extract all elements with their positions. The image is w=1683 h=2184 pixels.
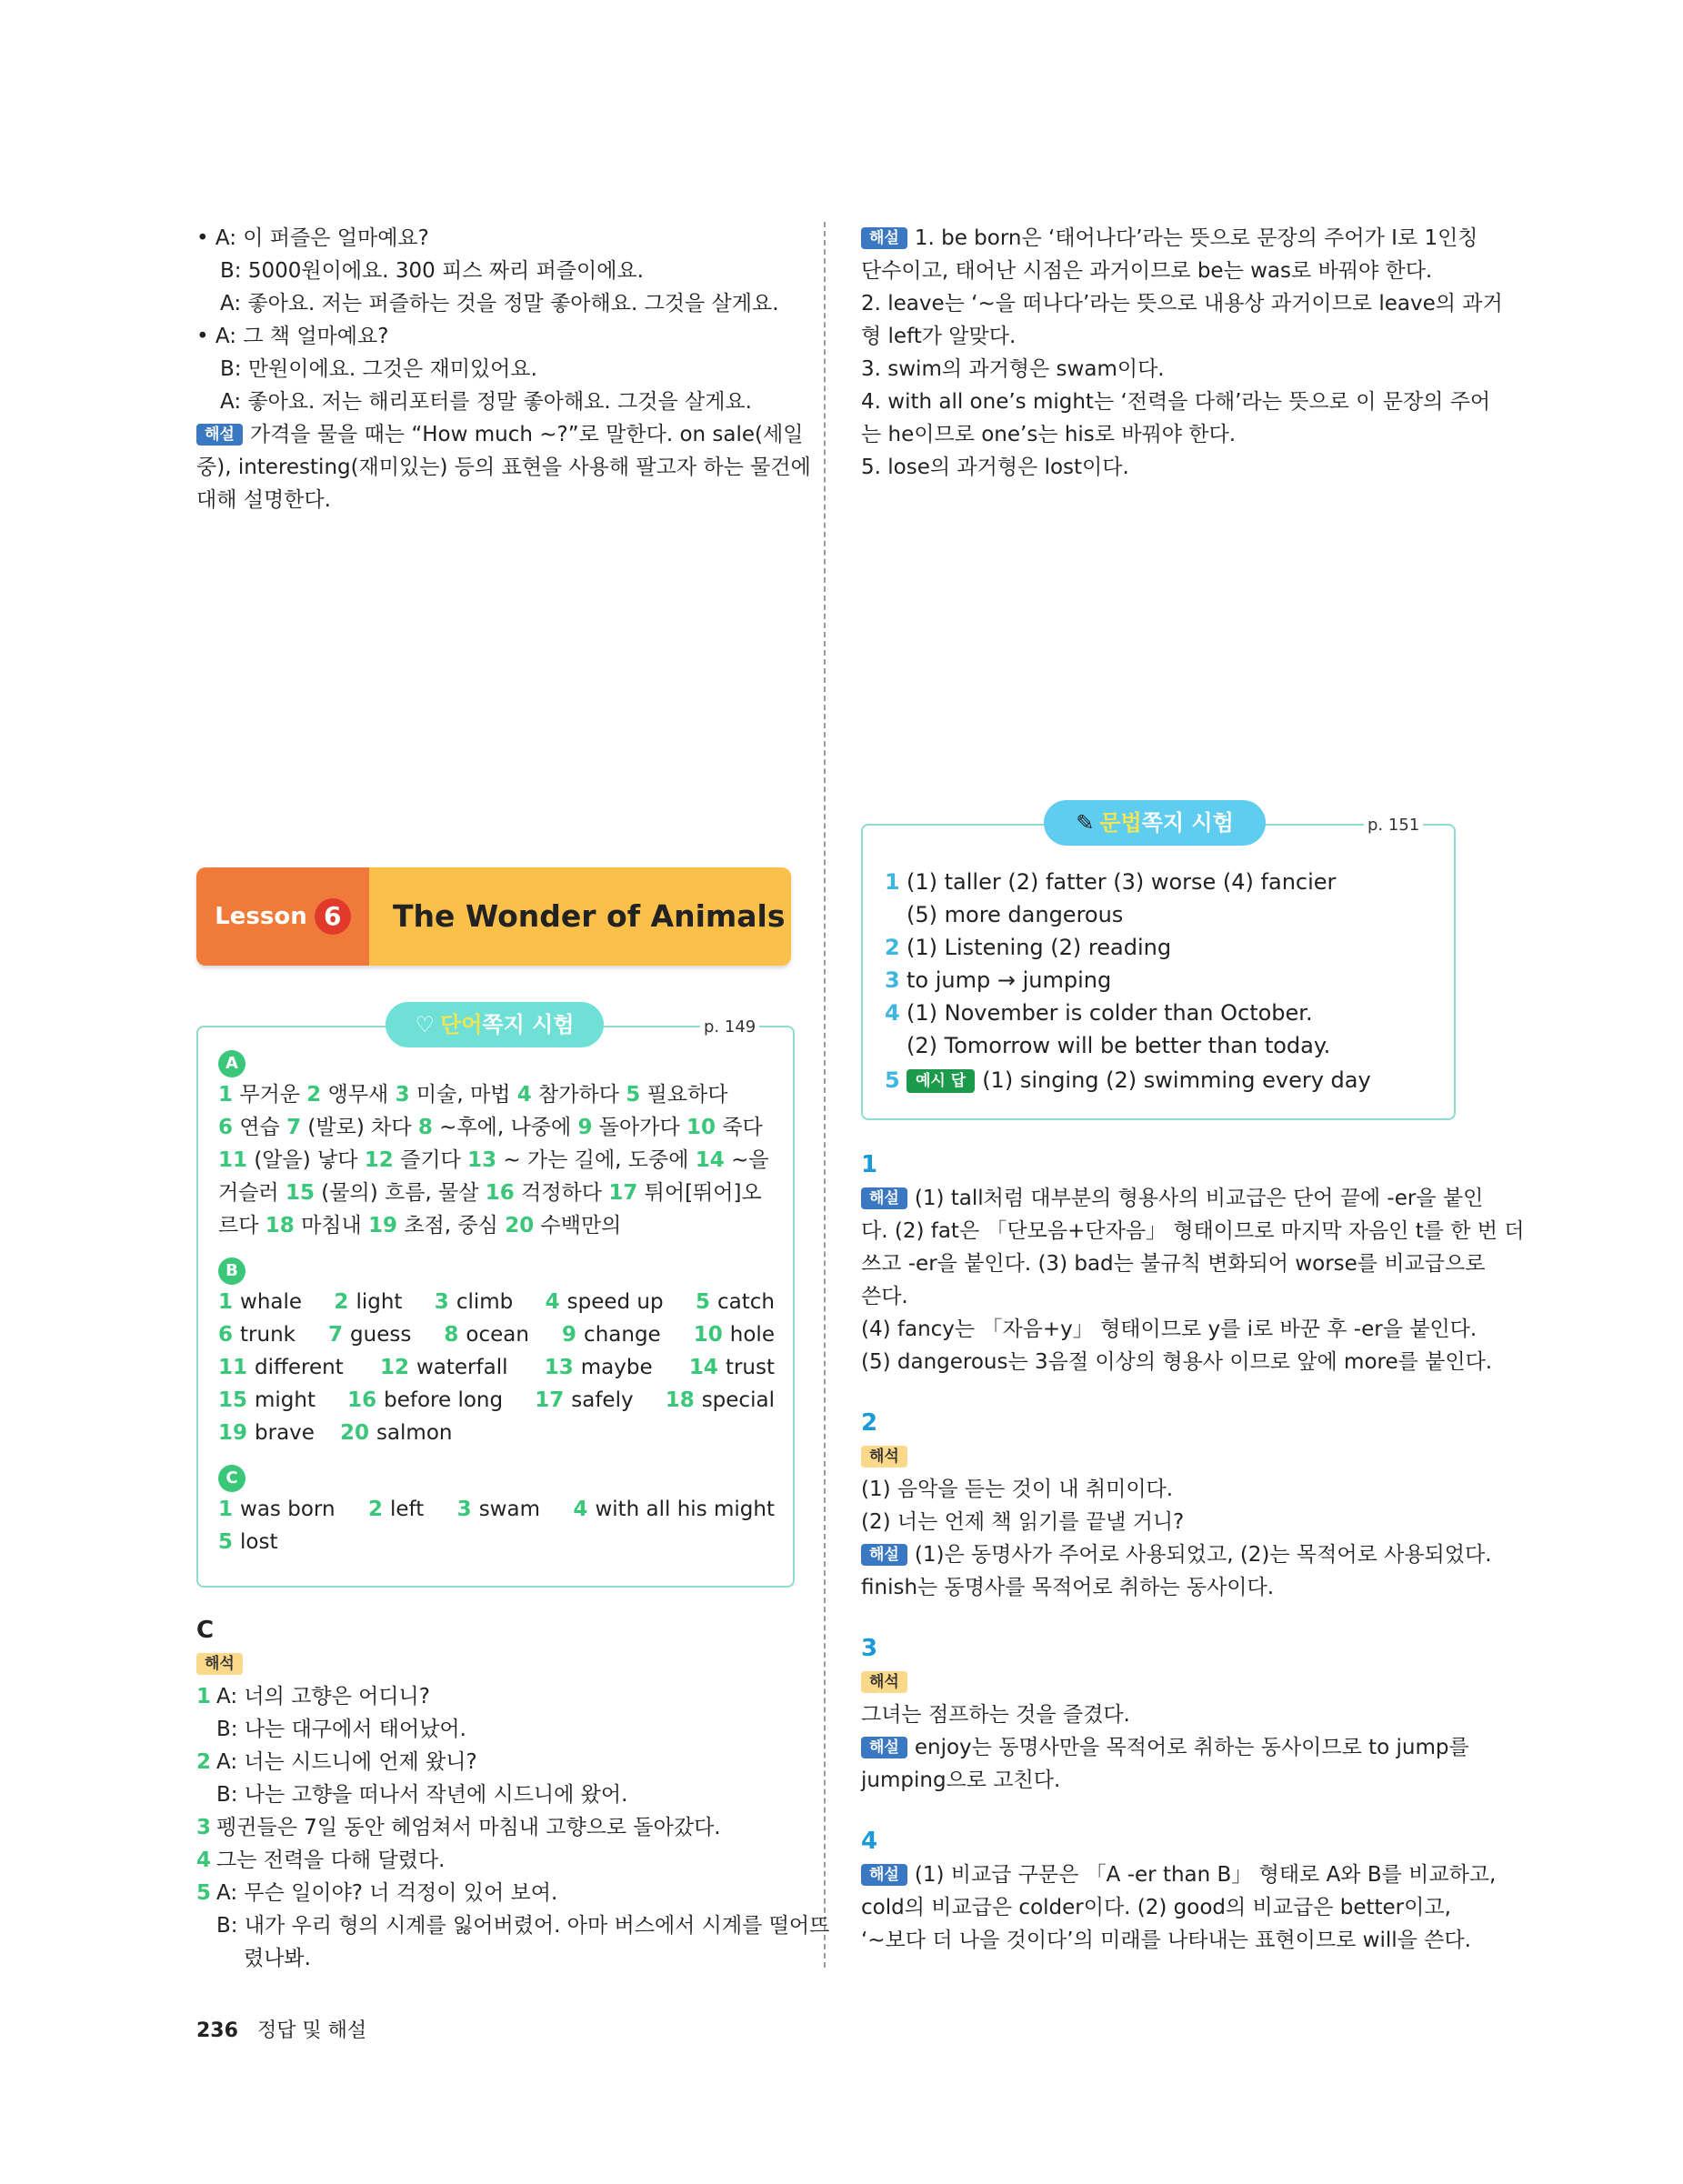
dialogue-line: A: 좋아요. 저는 퍼즐하는 것을 정말 좋아해요. 그것을 살게요. xyxy=(220,292,779,316)
vocab-quiz-title-highlight: 단어 xyxy=(440,1012,483,1037)
vocab-item xyxy=(218,1318,296,1351)
vocab-item xyxy=(666,1384,775,1417)
translation-item xyxy=(196,1909,830,1942)
vocab-row xyxy=(218,1351,775,1384)
vocab-item xyxy=(696,1286,775,1318)
grammar-quiz-title xyxy=(1044,800,1266,846)
vocab-item xyxy=(535,1384,633,1417)
translation-item xyxy=(196,1844,787,1877)
explain-text: 형 left가 알맞다. xyxy=(861,325,1017,348)
vocab-item xyxy=(545,1351,653,1384)
lesson-banner xyxy=(196,867,791,966)
vocab-c-list xyxy=(218,1493,775,1558)
grammar-answer-number: 2 xyxy=(885,935,900,960)
translation-item-text: A: 너는 시드니에 언제 왔니? xyxy=(216,1750,477,1774)
vocab-item-number: 2 xyxy=(334,1290,349,1314)
vocab-item-number: 2 xyxy=(367,1498,383,1521)
vocab-item xyxy=(328,1318,411,1351)
vocab-item-number: 3 xyxy=(456,1498,472,1521)
grammar-answer xyxy=(885,997,1439,1029)
vocab-quiz-page: p. 149 xyxy=(700,1011,759,1044)
heart-icon: ♡ xyxy=(415,1012,436,1037)
dialogue-line: • A: 그 책 얼마예요? xyxy=(196,325,389,348)
grammar-answer xyxy=(885,1064,1439,1097)
vocab-item-word: waterfall xyxy=(416,1356,508,1379)
dialogue-line: • A: 이 퍼즐은 얼마예요? xyxy=(196,226,429,250)
explain-text: 는 he이므로 one’s는 his로 바꿔야 한다. xyxy=(861,423,1237,446)
translation-item-number: 2 xyxy=(196,1750,212,1774)
explain-text: (4) fancy는 「자음+y」 형태이므로 y를 i로 바꾼 후 -er을 붙인다. xyxy=(861,1317,1478,1341)
explain-text: (1) 비교급 구문은 「A -er than B」 형태로 A와 B를 비교하고, xyxy=(914,1863,1497,1887)
vocab-a-line: 거슬러 15 (물의) 흐름, 물살 16 걱정하다 17 튀어[뛰어]오 xyxy=(218,1181,762,1205)
explain-text: 쓰고 -er을 붙인다. (3) bad는 불규칙 변화되어 worse를 비교급으로 xyxy=(861,1252,1486,1276)
vocab-quiz-title xyxy=(386,1002,604,1047)
vocab-item-number: 17 xyxy=(535,1388,565,1412)
translation-text: (2) 너는 언제 책 읽기를 끝낼 거니? xyxy=(861,1510,1185,1534)
vocab-item-word: maybe xyxy=(580,1356,653,1379)
translation-item xyxy=(196,1746,787,1778)
vocab-row xyxy=(218,1286,775,1318)
grammar-answer-list xyxy=(885,866,1439,1097)
translation-item-text: 그는 전력을 다해 달렸다. xyxy=(216,1848,446,1872)
grammar-answer xyxy=(885,964,1439,997)
explain-tag: 해설 xyxy=(196,424,243,446)
vocab-item-word: with all his might xyxy=(595,1498,775,1521)
grammar-answer xyxy=(885,931,1439,964)
section-a-badge: A xyxy=(218,1050,245,1077)
grammar-answer xyxy=(885,866,1439,898)
vocab-row xyxy=(218,1526,775,1558)
vocab-item-word: trust xyxy=(725,1356,775,1379)
translation-list xyxy=(196,1680,830,1975)
explain-tag: 해설 xyxy=(861,1544,907,1566)
vocab-item-word: was born xyxy=(240,1498,336,1521)
section-c-badge: C xyxy=(218,1465,245,1492)
vocab-item-number: 9 xyxy=(562,1323,577,1347)
vocab-item xyxy=(562,1318,661,1351)
page-footer xyxy=(196,2015,366,2048)
vocab-item xyxy=(573,1493,775,1526)
vocab-item-number: 14 xyxy=(688,1356,718,1379)
explain-text: 4. with all one’s might는 ‘전력을 다해’라는 뜻으로 이 문장의 주어 xyxy=(861,390,1491,414)
vocab-item-number: 18 xyxy=(665,1388,695,1412)
vocab-item-word: climb xyxy=(456,1290,514,1314)
vocab-item xyxy=(457,1493,540,1526)
grammar-answer-text: (1) taller (2) fatter (3) worse (4) fancier xyxy=(907,869,1337,895)
explain-text: 2. leave는 ‘~을 떠나다’라는 뜻으로 내용상 과거이므로 leave의 과거 xyxy=(861,292,1503,316)
vocab-item-word: salmon xyxy=(376,1421,453,1445)
vocab-item xyxy=(218,1384,316,1417)
vocab-item xyxy=(689,1351,775,1384)
translation-tag: 해석 xyxy=(196,1653,243,1675)
vocab-item-word: swam xyxy=(478,1498,540,1521)
vocab-item xyxy=(546,1286,664,1318)
vocab-quiz-title-text: 쪽지 시험 xyxy=(482,1012,575,1037)
explain-text: 1. be born은 ‘태어나다’라는 뜻으로 문장의 주어가 I로 1인칭 xyxy=(914,226,1478,250)
vocab-item-number: 6 xyxy=(218,1323,234,1347)
vocab-item-word: left xyxy=(389,1498,425,1521)
translation-item xyxy=(196,1811,787,1844)
explain-text: (1) tall처럼 대부분의 형용사의 비교급은 단어 끝에 -er을 붙인 xyxy=(914,1187,1484,1210)
vocab-item-number: 1 xyxy=(218,1498,234,1521)
answer-number: 2 xyxy=(861,1409,878,1437)
vocab-item-word: lost xyxy=(240,1530,278,1554)
vocab-item-word: speed up xyxy=(566,1290,664,1314)
section-b-badge: B xyxy=(218,1257,245,1285)
vocab-row xyxy=(218,1384,775,1417)
translation-item-number: 5 xyxy=(196,1881,212,1905)
vocab-item-number: 8 xyxy=(444,1323,459,1347)
vocab-item xyxy=(218,1417,315,1449)
vocab-item-word: different xyxy=(255,1356,344,1379)
grammar-answer xyxy=(885,1029,1439,1062)
explain-text: 5. lose의 과거형은 lost이다. xyxy=(861,456,1129,479)
translation-item-text: 펭귄들은 7일 동안 헤엄쳐서 마침내 고향으로 돌아갔다. xyxy=(216,1816,721,1839)
translation-item xyxy=(196,1713,787,1746)
vocab-item xyxy=(334,1286,402,1318)
vocab-a-list xyxy=(218,1078,775,1242)
grammar-answer-number: 1 xyxy=(885,869,900,895)
vocab-item xyxy=(218,1526,277,1558)
explain-text: 중), interesting(재미있는) 등의 표현을 사용해 팔고자 하는 물건에 xyxy=(196,456,811,479)
right-bottom-section xyxy=(861,1147,1525,1957)
translation-item-number: 1 xyxy=(196,1685,212,1708)
translation-item xyxy=(196,1778,787,1811)
section-heading: C xyxy=(196,1617,215,1644)
explain-text: (5) dangerous는 3음절 이상의 형용사 이므로 앞에 more를 붙인다. xyxy=(861,1350,1493,1374)
vocab-item xyxy=(340,1417,453,1449)
vocab-item-number: 7 xyxy=(328,1323,344,1347)
dialogue-line: B: 만원이에요. 그것은 재미있어요. xyxy=(220,357,537,381)
vocab-item-word: change xyxy=(584,1323,661,1347)
vocab-row xyxy=(218,1318,775,1351)
explain-tag: 해설 xyxy=(861,227,907,249)
vocab-item-number: 13 xyxy=(544,1356,574,1379)
vocab-b-list xyxy=(218,1286,775,1449)
dialogue-line: A: 좋아요. 저는 해리포터를 정말 좋아해요. 그것을 살게요. xyxy=(220,390,752,414)
explain-text: 다. (2) fat은 「단모음+단자음」 형태이므로 마지막 자음인 t를 한 번 더 xyxy=(861,1219,1525,1243)
vocab-item xyxy=(368,1493,424,1526)
lesson-label-block xyxy=(196,867,369,966)
vocab-row xyxy=(218,1493,775,1526)
left-top-section xyxy=(196,222,811,516)
translation-item-text: A: 너의 고향은 어디니? xyxy=(216,1685,430,1708)
explain-text: jumping으로 고친다. xyxy=(861,1768,1061,1792)
lesson-number: 6 xyxy=(315,898,351,935)
vocab-item-word: special xyxy=(701,1388,775,1412)
vocab-item-number: 20 xyxy=(339,1421,369,1445)
grammar-answer xyxy=(885,898,1439,931)
vocab-item-number: 1 xyxy=(218,1290,234,1314)
pencil-icon: ✎ xyxy=(1076,810,1095,836)
grammar-answer-text: (5) more dangerous xyxy=(907,902,1124,927)
vocab-item-number: 12 xyxy=(379,1356,409,1379)
translation-item-text: 렸나봐. xyxy=(244,1947,311,1970)
vocab-item-number: 3 xyxy=(434,1290,449,1314)
translation-item-number: 4 xyxy=(196,1848,212,1872)
vocab-item-word: ocean xyxy=(466,1323,529,1347)
right-top-section xyxy=(861,222,1503,484)
grammar-answer-number: 4 xyxy=(885,1000,900,1026)
vocab-row xyxy=(218,1417,775,1449)
grammar-answer-text: (1) singing (2) swimming every day xyxy=(982,1067,1371,1093)
grammar-answer-number: 3 xyxy=(885,967,900,993)
vocab-a-line: 르다 18 마침내 19 초점, 중심 20 수백만의 xyxy=(218,1214,622,1237)
vocab-item-word: whale xyxy=(240,1290,303,1314)
answer-number: 3 xyxy=(861,1635,878,1662)
vocab-a-line: 1 무거운 2 앵무새 3 미술, 마법 4 참가하다 5 필요하다 xyxy=(218,1083,728,1107)
lesson-label: Lesson xyxy=(215,903,307,930)
vocab-item-number: 4 xyxy=(573,1498,588,1521)
vocab-item-word: guess xyxy=(350,1323,412,1347)
vocab-item-word: light xyxy=(356,1290,403,1314)
translation-text: 그녀는 점프하는 것을 즐겼다. xyxy=(861,1703,1130,1727)
translation-item-text: A: 무슨 일이야? 너 걱정이 있어 보여. xyxy=(216,1881,558,1905)
translation-item-text: B: 나는 대구에서 태어났어. xyxy=(216,1718,466,1741)
column-divider xyxy=(824,222,826,1968)
vocab-item-number: 11 xyxy=(218,1356,248,1379)
grammar-answer-text: to jump → jumping xyxy=(907,967,1112,993)
translation-item-text: B: 내가 우리 형의 시계를 잃어버렸어. 아마 버스에서 시계를 떨어뜨 xyxy=(216,1914,830,1938)
explain-tag: 해설 xyxy=(861,1737,907,1758)
vocab-item xyxy=(444,1318,529,1351)
translation-item-text: B: 나는 고향을 떠나서 작년에 시드니에 왔어. xyxy=(216,1783,628,1807)
answer-number: 4 xyxy=(861,1828,878,1855)
vocab-item-word: hole xyxy=(729,1323,775,1347)
explain-text: 가격을 물을 때는 “How much ~?”로 말한다. on sale(세일 xyxy=(249,423,804,446)
vocab-item xyxy=(218,1286,302,1318)
vocab-item xyxy=(380,1351,508,1384)
vocab-item-word: before long xyxy=(384,1388,504,1412)
grammar-quiz-title-text: 쪽지 시험 xyxy=(1141,810,1234,836)
vocab-item xyxy=(435,1286,513,1318)
left-bottom-section xyxy=(196,1613,830,1975)
vocab-item-number: 5 xyxy=(218,1530,234,1554)
vocab-item-number: 16 xyxy=(347,1388,377,1412)
explain-text: cold의 비교급은 colder이다. (2) good의 비교급은 better이고, xyxy=(861,1896,1451,1919)
explain-text: 단수이고, 태어난 시점은 과거이므로 be는 was로 바꿔야 한다. xyxy=(861,259,1433,283)
vocab-item-word: might xyxy=(255,1388,316,1412)
vocab-item-number: 5 xyxy=(696,1290,711,1314)
explain-text: 쓴다. xyxy=(861,1285,908,1308)
footer-label: 정답 및 해설 xyxy=(256,2019,367,2042)
vocab-a-line: 6 연습 7 (발로) 차다 8 ~후에, 나중에 9 돌아가다 10 죽다 xyxy=(218,1116,763,1139)
vocab-item-number: 19 xyxy=(218,1421,248,1445)
grammar-answer-text: (1) Listening (2) reading xyxy=(907,935,1172,960)
page-number: 236 xyxy=(196,2019,238,2042)
grammar-quiz-box xyxy=(861,824,1456,1120)
translation-tag: 해석 xyxy=(861,1671,907,1693)
grammar-answer-number: 5 xyxy=(885,1067,900,1093)
translation-item xyxy=(196,1942,787,1975)
explain-tag: 해설 xyxy=(861,1864,907,1886)
translation-item-number: 3 xyxy=(196,1816,212,1839)
vocab-item xyxy=(347,1384,503,1417)
lesson-title: The Wonder of Animals xyxy=(369,867,791,966)
answer-number: 1 xyxy=(861,1151,878,1178)
translation-item xyxy=(196,1877,787,1909)
vocab-item xyxy=(218,1493,336,1526)
explain-text: enjoy는 동명사만을 목적어로 취하는 동사이므로 to jump를 xyxy=(914,1736,1469,1759)
vocab-item-word: trunk xyxy=(240,1323,296,1347)
vocab-item-word: catch xyxy=(717,1290,775,1314)
explain-text: (1)은 동명사가 주어로 사용되었고, (2)는 목적어로 사용되었다. xyxy=(914,1543,1492,1567)
grammar-answer-text: (1) November is colder than October. xyxy=(907,1000,1313,1026)
dialogue-line: B: 5000원이에요. 300 피스 짜리 퍼즐이에요. xyxy=(220,259,644,283)
vocab-item-word: brave xyxy=(255,1421,315,1445)
grammar-answer-text: (2) Tomorrow will be better than today. xyxy=(907,1033,1331,1058)
vocab-item-number: 10 xyxy=(693,1323,723,1347)
vocab-quiz-box xyxy=(196,1026,795,1588)
vocab-item-number: 15 xyxy=(218,1388,248,1412)
translation-item xyxy=(196,1680,787,1713)
vocab-item-word: safely xyxy=(571,1388,634,1412)
explain-text: ‘~보다 더 나을 것이다’의 미래를 나타내는 표현이므로 will을 쓴다. xyxy=(861,1929,1471,1952)
vocab-a-line: 11 (알을) 낳다 12 즐기다 13 ~ 가는 길에, 도중에 14 ~을 xyxy=(218,1148,769,1172)
explain-text: 대해 설명한다. xyxy=(196,488,331,512)
translation-text: (1) 음악을 듣는 것이 내 취미이다. xyxy=(861,1478,1174,1501)
sample-answer-tag: 예시 답 xyxy=(907,1069,975,1093)
vocab-item xyxy=(694,1318,775,1351)
vocab-item xyxy=(218,1351,344,1384)
explain-text: 3. swim의 과거형은 swam이다. xyxy=(861,357,1165,381)
vocab-item-number: 4 xyxy=(545,1290,560,1314)
grammar-quiz-title-highlight: 문법 xyxy=(1099,810,1142,836)
explain-tag: 해설 xyxy=(861,1187,907,1209)
explain-text: finish는 동명사를 목적어로 취하는 동사이다. xyxy=(861,1576,1275,1599)
grammar-quiz-page: p. 151 xyxy=(1364,809,1423,842)
translation-tag: 해석 xyxy=(861,1446,907,1468)
